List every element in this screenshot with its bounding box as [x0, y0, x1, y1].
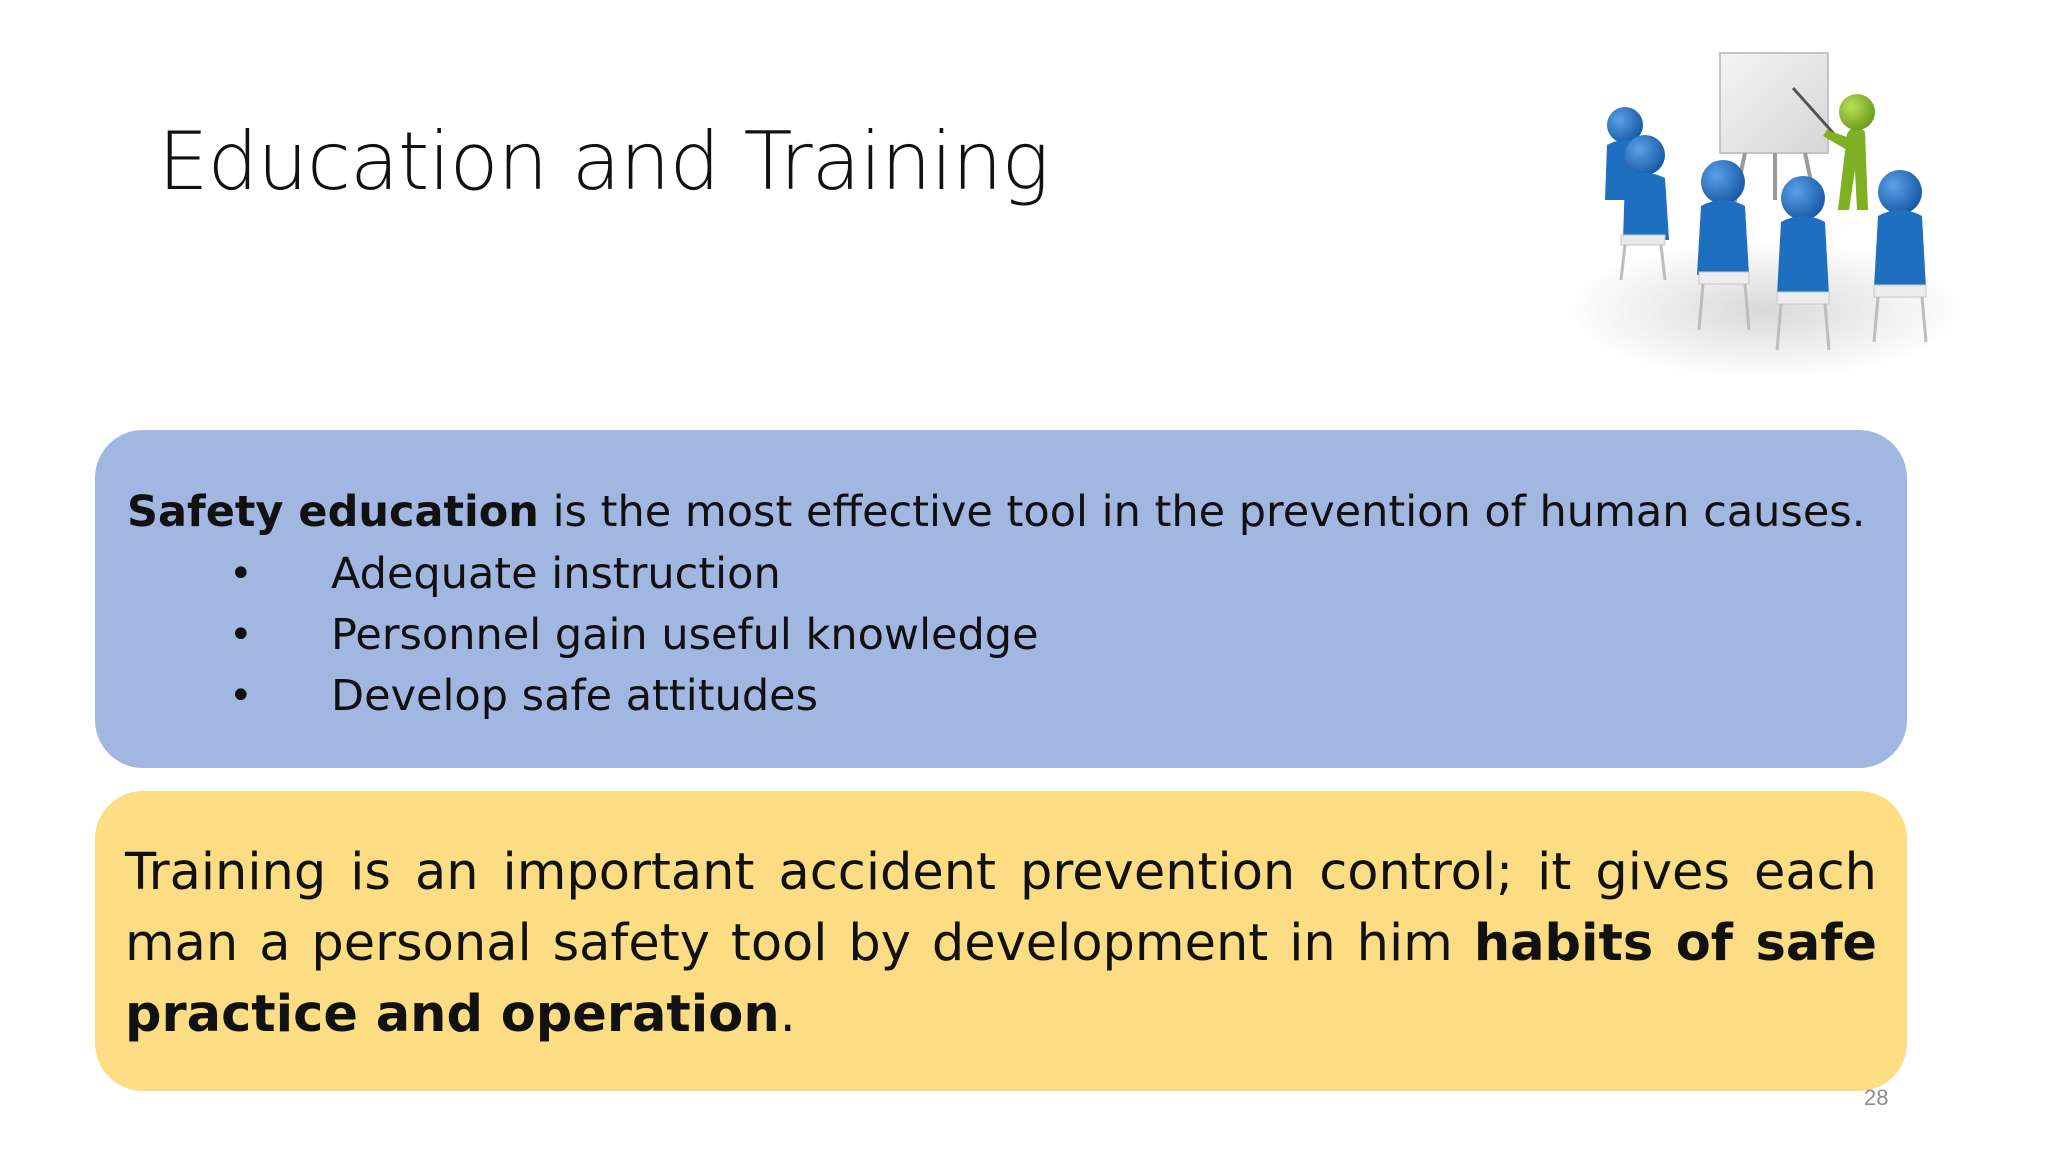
bullet-icon: • [229, 550, 253, 597]
training-text-bold: habits of safe practice and operation [125, 914, 1878, 1044]
training-text-regular: Training is an important accident prevention control; it gives each man a personal safety tool by development in him [125, 843, 1877, 973]
education-bullet-list [127, 543, 1877, 726]
education-lead-text [127, 482, 1877, 543]
list-item [127, 604, 1877, 665]
training-box [95, 791, 1907, 1091]
training-paragraph [125, 837, 1877, 1050]
bullet-icon: • [229, 672, 253, 719]
list-item [127, 543, 1877, 604]
list-item [127, 665, 1877, 726]
bullet-text: Develop safe attitudes [331, 670, 818, 721]
education-lead-rest: is the most effective tool in the prevention of human causes. [538, 487, 1866, 537]
safety-education-box [95, 430, 1907, 768]
bullet-text: Personnel gain useful knowledge [331, 609, 1039, 660]
page-number: 28 [1864, 1085, 1889, 1110]
bullet-icon: • [229, 611, 253, 658]
bullet-text: Adequate instruction [331, 548, 781, 599]
education-lead-bold: Safety education [127, 487, 539, 537]
training-text-end: . [779, 985, 796, 1044]
slide-title: Education and Training [158, 115, 1049, 208]
classroom-training-icon [1565, 50, 1977, 385]
